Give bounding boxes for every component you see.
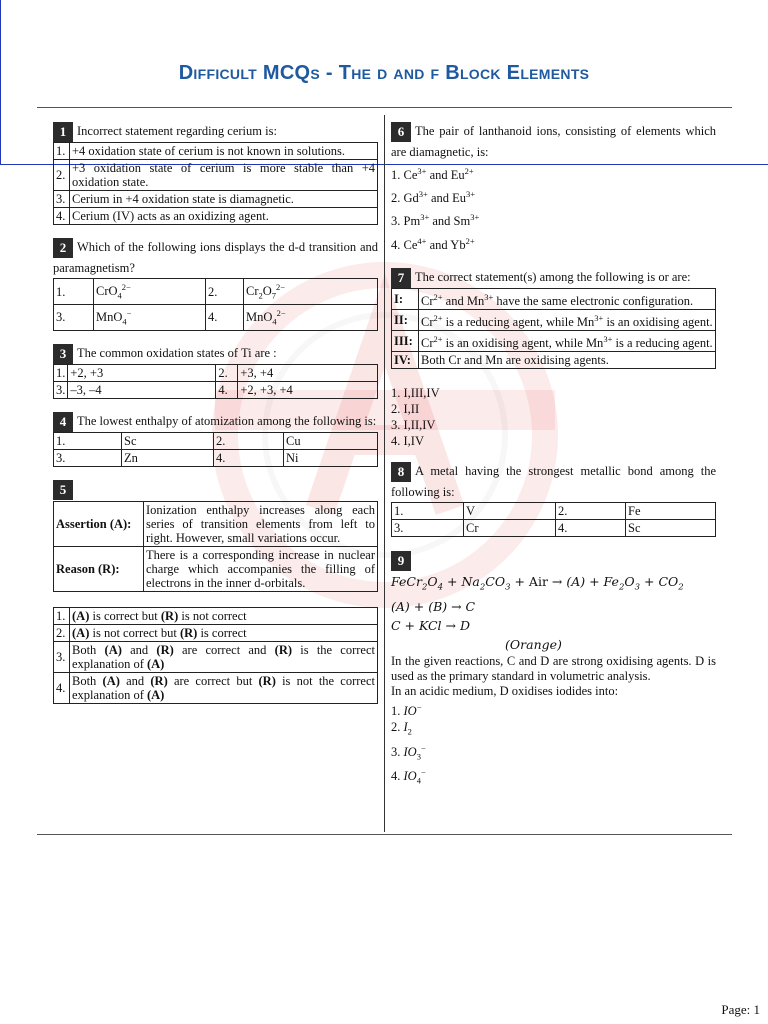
question-text: The lowest enthalpy of atomization among the following is:	[77, 413, 377, 428]
options-table	[53, 142, 378, 225]
option-number[interactable]: 4.	[556, 520, 626, 537]
question-text: A metal having the strongest metallic bond among the following is:	[391, 464, 716, 500]
options-list	[391, 699, 716, 789]
option-number[interactable]: 1.	[54, 364, 68, 381]
option-text[interactable]: Ni	[284, 449, 378, 466]
option-number[interactable]: 3.	[54, 449, 122, 466]
options-table	[53, 432, 378, 467]
option-text[interactable]: Cu	[284, 432, 378, 449]
option-text: +3 oxidation state of cerium is more stable than +4 oxidation state.	[70, 160, 378, 191]
option-number[interactable]: 4.	[206, 304, 244, 330]
option-text[interactable]: $Cr_2O_7^{2-}$	[244, 279, 378, 305]
option-text[interactable]: Sc	[626, 520, 716, 537]
assertion-label: Assertion (A):	[54, 501, 144, 546]
question-9	[391, 549, 716, 789]
reaction-1: $FeCr_2O_4 + Na_2CO_3$ + Air → $(A) + Fe_2O_3 + CO_2$	[391, 573, 684, 593]
option-item[interactable]: 2. $I_2$	[391, 720, 412, 737]
question-3	[53, 343, 378, 399]
reaction-2: (A) + (B) → C	[391, 599, 476, 615]
page-number: Page: 1	[721, 1002, 760, 1017]
option-number[interactable]: 1.	[54, 279, 94, 305]
question-text: Incorrect statement regarding cerium is:	[77, 124, 277, 138]
options-list	[391, 162, 716, 255]
option-text[interactable]: Fe	[626, 503, 716, 520]
option-row[interactable]	[54, 208, 378, 225]
statement-text: $Cr^{2+}$ is an oxidising agent, while $Mn^{3+}$ is a reducing agent.	[419, 331, 716, 352]
question-8	[391, 461, 716, 537]
statement-label: III:	[392, 331, 419, 352]
option-item[interactable]: 3. I,II,IV	[391, 418, 436, 433]
question-7	[391, 267, 716, 450]
top-rule	[37, 107, 732, 108]
question-1	[53, 121, 378, 225]
statement-text: Both Cr and Mn are oxidising agents.	[419, 352, 716, 369]
options-table	[53, 364, 378, 399]
option-item[interactable]: 4. $Ce^{4+}$ and $Yb^{2+}$	[391, 235, 475, 252]
question-text: The correct statement(s) among the following is or are:	[415, 269, 691, 284]
option-text[interactable]: MnO$_4^{2-}$	[244, 304, 378, 330]
option-text[interactable]: +2, +3	[68, 364, 216, 381]
option-text[interactable]: +2, +3, +4	[238, 381, 378, 398]
page-title: Difficult MCQs - The d and f Block Elements	[178, 62, 590, 84]
option-row[interactable]	[54, 641, 378, 672]
option-text: (A) is correct but (R) is not correct	[70, 607, 378, 624]
question-number: 9	[391, 551, 411, 571]
question-text: The common oxidation states of Ti are :	[77, 345, 277, 360]
question-text: In the given reactions, C and D are strong oxidising agents. D is used as the primary standard in volumetric analysis.	[391, 654, 716, 684]
options-table	[53, 607, 378, 704]
question-2	[53, 237, 378, 330]
left-column	[53, 121, 378, 716]
option-item[interactable]: 1. I,III,IV	[391, 386, 440, 401]
option-number[interactable]: 2.	[206, 279, 244, 305]
statement-label: II:	[392, 310, 419, 331]
option-number: 1.	[54, 607, 70, 624]
option-number: 3.	[54, 641, 70, 672]
statement-text: $Cr^{2+}$ and $Mn^{3+}$ have the same electronic configuration.	[419, 288, 716, 309]
reason-label: Reason (R):	[54, 546, 144, 591]
question-number: 8	[391, 462, 411, 482]
assertion-text: Ionization enthalpy increases along each series of transition elements from left to right. However, small variations occur.	[144, 501, 378, 546]
question-text: In an acidic medium, D oxidises iodides into:	[391, 684, 619, 699]
option-item[interactable]: 2. I,II	[391, 402, 420, 417]
statement-text: $Cr^{2+}$ is a reducing agent, while $Mn^{3+}$ is an oxidising agent.	[419, 310, 716, 331]
question-6	[391, 121, 716, 255]
right-column	[391, 121, 716, 801]
option-number[interactable]: 4.	[216, 381, 238, 398]
option-number[interactable]: 1.	[54, 432, 122, 449]
option-text: Cerium in +4 oxidation state is diamagnetic.	[70, 191, 378, 208]
option-number: 3.	[54, 191, 70, 208]
options-list	[391, 385, 716, 449]
reason-text: There is a corresponding increase in nuclear charge which accompanies the filling of electrons in the inner d-orbitals.	[144, 546, 378, 591]
question-number: 5	[53, 480, 73, 500]
option-text[interactable]: +3, +4	[238, 364, 378, 381]
option-number[interactable]: 1.	[392, 503, 464, 520]
option-number: 2.	[54, 624, 70, 641]
option-item[interactable]: 2. $Gd^{3+}$ and $Eu^{3+}$	[391, 189, 476, 206]
reaction-note: (Orange)	[505, 637, 562, 653]
option-row[interactable]	[54, 160, 378, 191]
option-text[interactable]: MnO$_4$−	[94, 304, 206, 330]
options-table	[391, 502, 716, 537]
option-number[interactable]: 2.	[216, 364, 238, 381]
option-text: +4 oxidation state of cerium is not known in solutions.	[70, 143, 378, 160]
option-text[interactable]: –3, –4	[68, 381, 216, 398]
question-number: 3	[53, 344, 73, 364]
assertion-reason-table	[53, 501, 378, 592]
statement-label: IV:	[392, 352, 419, 369]
option-item[interactable]: 4. I,IV	[391, 434, 424, 449]
option-number[interactable]: 3.	[54, 381, 68, 398]
question-number: 4	[53, 412, 73, 432]
question-text: Which of the following ions displays the d-d transition and paramagnetism?	[53, 240, 378, 276]
option-number: 4.	[54, 672, 70, 703]
question-number: 6	[391, 122, 411, 142]
option-item[interactable]: 3. $IO_3^-$	[391, 742, 426, 762]
option-text[interactable]: Sc	[122, 432, 214, 449]
question-number: 7	[391, 268, 411, 288]
option-text[interactable]: V	[464, 503, 556, 520]
option-text: Both (A) and (R) are correct but (R) is not the correct explanation of (A)	[70, 672, 378, 703]
option-text: Both (A) and (R) are correct and (R) is the correct explanation of (A)	[70, 641, 378, 672]
option-text[interactable]: CrO$_4^{2-}$	[94, 279, 206, 305]
option-number: 1.	[54, 143, 70, 160]
option-row[interactable]	[54, 672, 378, 703]
option-number[interactable]: 2.	[214, 432, 284, 449]
question-4	[53, 411, 378, 467]
column-divider	[384, 115, 385, 832]
question-5	[53, 479, 378, 704]
option-item[interactable]: 1. IO−	[391, 702, 422, 719]
option-number[interactable]: 3.	[54, 304, 94, 330]
question-number: 1	[53, 122, 73, 142]
option-item[interactable]: 3. $Pm^{3+}$ and $Sm^{3+}$	[391, 212, 480, 229]
option-row[interactable]	[54, 191, 378, 208]
option-row[interactable]	[54, 607, 378, 624]
options-table	[53, 278, 378, 330]
option-text: Cerium (IV) acts as an oxidizing agent.	[70, 208, 378, 225]
option-item[interactable]: 4. $IO_4^-$	[391, 767, 426, 787]
question-text: The pair of lanthanoid ions, consisting of elements which are diamagnetic, is:	[391, 124, 716, 160]
option-row[interactable]	[54, 624, 378, 641]
statements-table	[391, 288, 716, 369]
option-number: 4.	[54, 208, 70, 225]
option-number[interactable]: 3.	[392, 520, 464, 537]
option-number: 2.	[54, 160, 70, 191]
option-text[interactable]: Cr	[464, 520, 556, 537]
option-item[interactable]: 1. $Ce^{3+}$ and $Eu^{2+}$	[391, 166, 474, 183]
bottom-rule	[37, 834, 732, 835]
option-text: (A) is not correct but (R) is correct	[70, 624, 378, 641]
option-text[interactable]: Zn	[122, 449, 214, 466]
question-number: 2	[53, 238, 73, 258]
statement-label: I:	[392, 288, 419, 309]
reaction-3: C + KCl → D	[391, 618, 470, 634]
option-number[interactable]: 4.	[214, 449, 284, 466]
option-row[interactable]	[54, 143, 378, 160]
option-number[interactable]: 2.	[556, 503, 626, 520]
